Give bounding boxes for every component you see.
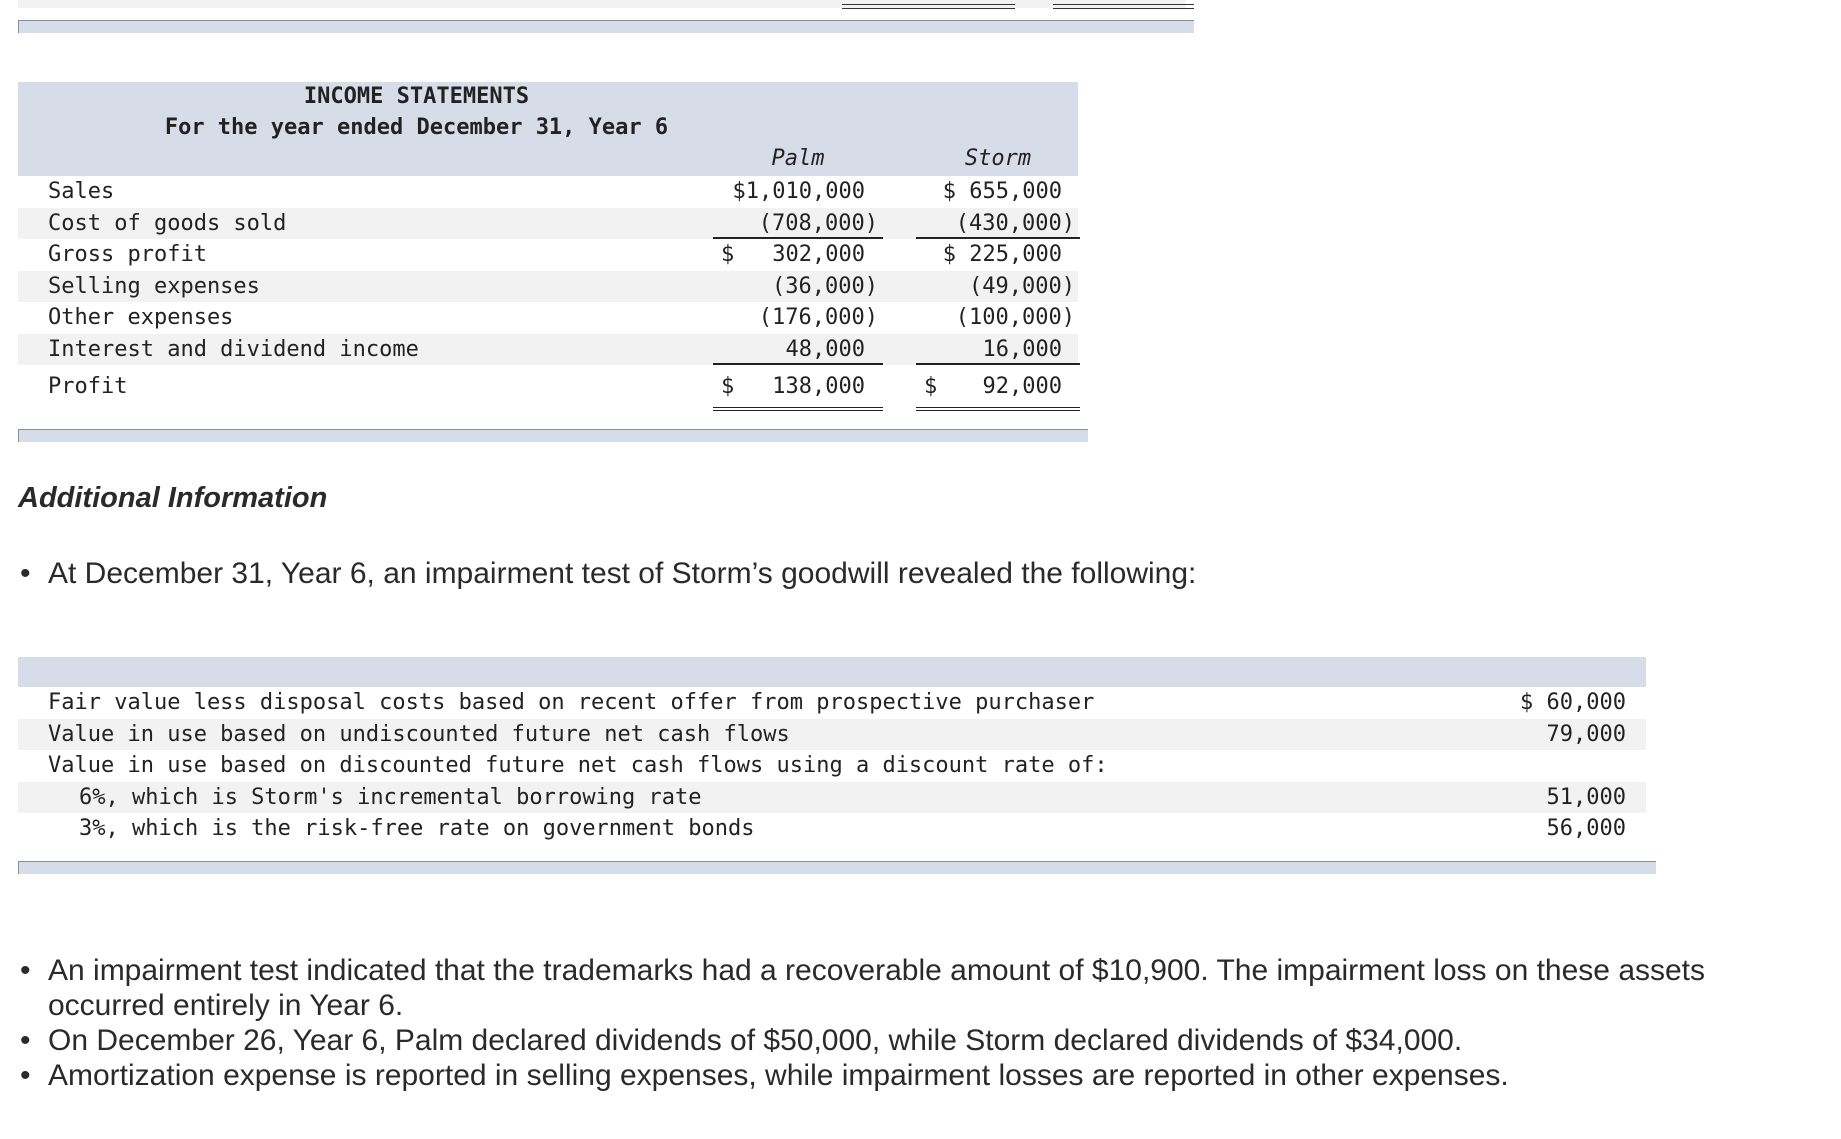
row-value: 51,000 — [1546, 784, 1626, 810]
row-value: 79,000 — [1546, 721, 1626, 747]
palm-value: (176,000) — [758, 305, 878, 330]
list-item: • Amortization expense is reported in selling expenses, while impairment losses are reported in other expenses. — [18, 1058, 1818, 1093]
row-label: Value in use based on undiscounted future net cash flows — [48, 721, 790, 747]
double-underline — [842, 4, 1015, 9]
storm-value: 92,000 — [982, 374, 1062, 399]
list-item: • On December 26, Year 6, Palm declared dividends of $50,000, while Storm declared dividends of $34,000. — [18, 1023, 1818, 1058]
table-row — [18, 271, 1078, 303]
row-label: Other expenses — [48, 305, 234, 330]
table-row — [18, 750, 1646, 782]
double-underline — [1053, 4, 1194, 9]
table-header-bar — [18, 657, 1646, 687]
row-label: Profit — [48, 374, 128, 399]
palm-value: 138,000 — [772, 374, 865, 399]
table-row — [18, 302, 1078, 334]
row-value: $ 60,000 — [1520, 690, 1626, 715]
income-statement-table — [18, 82, 1078, 411]
row-label: Interest and dividend income — [48, 336, 419, 362]
currency-symbol: $ — [924, 374, 938, 399]
storm-value: $ 655,000 — [942, 179, 1062, 204]
storm-value: (100,000) — [955, 305, 1075, 330]
storm-value: $ 225,000 — [942, 242, 1062, 267]
table-row — [18, 813, 1646, 845]
list-item: • At December 31, Year 6, an impairment test of Storm’s goodwill revealed the following: — [18, 556, 1196, 591]
storm-value: (49,000) — [969, 273, 1075, 299]
palm-value: $1,010,000 — [732, 179, 865, 204]
table-row — [18, 334, 1078, 366]
table-footer-bar — [18, 20, 1194, 33]
table-row — [18, 176, 1078, 208]
table-row — [18, 782, 1646, 814]
row-label: Value in use based on discounted future net cash flows using a discount rate of: — [48, 753, 1108, 778]
income-statement-header — [18, 82, 1078, 176]
row-label: Gross profit — [48, 242, 207, 267]
palm-value: 302,000 — [772, 242, 865, 267]
column-header-storm: Storm — [964, 146, 1032, 171]
table-row — [18, 239, 1078, 271]
table-row — [18, 687, 1646, 719]
list-item: • An impairment test indicated that the trademarks had a recoverable amount of $10,900. The impairment loss on these assets occurred entirely in Year 6. — [18, 953, 1818, 1023]
income-statement-title: INCOME STATEMENTS — [303, 84, 530, 109]
income-statement-subtitle: For the year ended December 31, Year 6 — [164, 115, 669, 140]
table-footer-bar — [18, 429, 1088, 442]
palm-value: (708,000) — [758, 210, 878, 236]
row-label: 6%, which is Storm's incremental borrowing rate — [79, 784, 702, 810]
row-label: Selling expenses — [48, 273, 260, 299]
column-header-palm: Palm — [771, 146, 825, 171]
row-label: 3%, which is the risk-free rate on government bonds — [79, 816, 755, 841]
goodwill-impairment-table — [18, 657, 1646, 845]
table-row — [18, 365, 1078, 411]
additional-information-heading: Additional Information — [18, 482, 328, 514]
storm-value: 16,000 — [982, 336, 1062, 362]
row-value: 56,000 — [1546, 816, 1626, 841]
notes-bullet-list — [18, 953, 1818, 1093]
row-label: Fair value less disposal costs based on recent offer from prospective purchaser — [48, 690, 1095, 715]
row-label: Sales — [48, 179, 115, 204]
storm-value: (430,000) — [955, 210, 1075, 236]
currency-symbol: $ — [721, 374, 735, 399]
currency-symbol: $ — [721, 242, 735, 267]
palm-value: 48,000 — [785, 336, 865, 362]
table-footer-bar — [18, 861, 1656, 874]
table-row — [18, 208, 1078, 240]
intro-bullet-list — [18, 556, 1196, 591]
row-label: Cost of goods sold — [48, 210, 287, 236]
palm-value: (36,000) — [772, 273, 878, 299]
table-row — [18, 719, 1646, 751]
